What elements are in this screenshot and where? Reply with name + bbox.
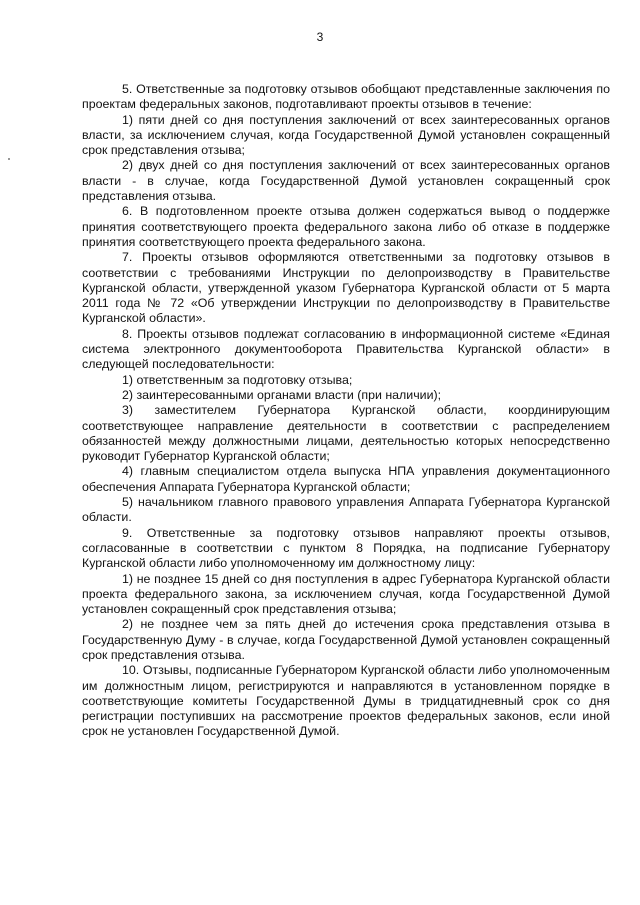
paragraph-5-item-1: 1) пяти дней со дня поступления заключений от всех заинтересованных органов власти, за исключением случая, когда Государственной Думой установлен сокращенный срок представления отзыва; [82,112,610,158]
paragraph-7: 7. Проекты отзывов оформляются ответственными за подготовку отзывов в соответствии с требованиями Инструкции по делопроизводству в Правительстве Курганской области, утвержденной указом Губернатора Курганской области от 5 марта 2011 года № 72 «Об утверждении Инструкции по делопроизводству в Правительстве Курганской области». [82,250,610,326]
paragraph-8-item-4: 4) главным специалистом отдела выпуска НПА управления документационного обеспечения Аппарата Губернатора Курганской области; [82,464,610,494]
paragraph-6: 6. В подготовленном проекте отзыва должен содержаться вывод о поддержке принятия соответствующего проекта федерального закона либо об отказе в поддержке принятия соответствующего проекта федерального закона. [82,204,610,249]
paragraph-8-item-5: 5) начальником главного правового управления Аппарата Губернатора Курганской области. [82,495,610,525]
paragraph-9-item-1: 1) не позднее 15 дней со дня поступления в адрес Губернатора Курганской области проекта федерального закона, за исключением случая, когда Государственной Думой установлен сокращенный срок представления отзыва; [82,571,610,617]
paragraph-8: 8. Проекты отзывов подлежат согласованию в информационной системе «Единая система электронного документооборота Правительства Курганской области» в следующей последовательности: [82,326,610,372]
paragraph-5: 5. Ответственные за подготовку отзывов обобщают представленные заключения по проектам федеральных законов, подготавливают проекты отзывов в течение: [82,82,610,112]
paragraph-8-item-1: 1) ответственным за подготовку отзыва; [122,372,353,387]
paragraph-8-item-3: 3) заместителем Губернатора Курганской области, координирующим соответствующее направление деятельности в соответствии с распределением обязанностей между должностными лицами, деятельностью которых непосредственно руководит Губернатор Курганской области; [82,403,610,464]
page-number: 3 [316,30,324,44]
paragraph-8-item-2: 2) заинтересованными органами власти (при наличии); [122,387,442,402]
paragraph-9-item-2: 2) не позднее чем за пять дней до истечения срока представления отзыва в Государственную Думу - в случае, когда Государственной Думой установлен сокращенный срок представления отзыва. [82,617,610,662]
scan-speck [8,158,10,160]
document-body [82,82,610,740]
paragraph-9: 9. Ответственные за подготовку отзывов направляют проекты отзывов, согласованные в соответствии с пунктом 8 Порядка, на подписание Губернатору Курганской области либо уполномоченному им должностному лицу: [82,525,610,571]
paragraph-5-item-2: 2) двух дней со дня поступления заключений от всех заинтересованных органов власти - в случае, когда Государственной Думой установлен сокращенный срок представления отзыва. [82,158,610,204]
paragraph-10: 10. Отзывы, подписанные Губернатором Курганской области либо уполномоченным им должностным лицом, регистрируются и направляются в установленном порядке в соответствующие комитеты Государственной Думы в тридцатидневный срок со дня регистрации поступивших на рассмотрение проектов федеральных законов, если иной срок не установлен Государственной Думой. [82,663,610,739]
